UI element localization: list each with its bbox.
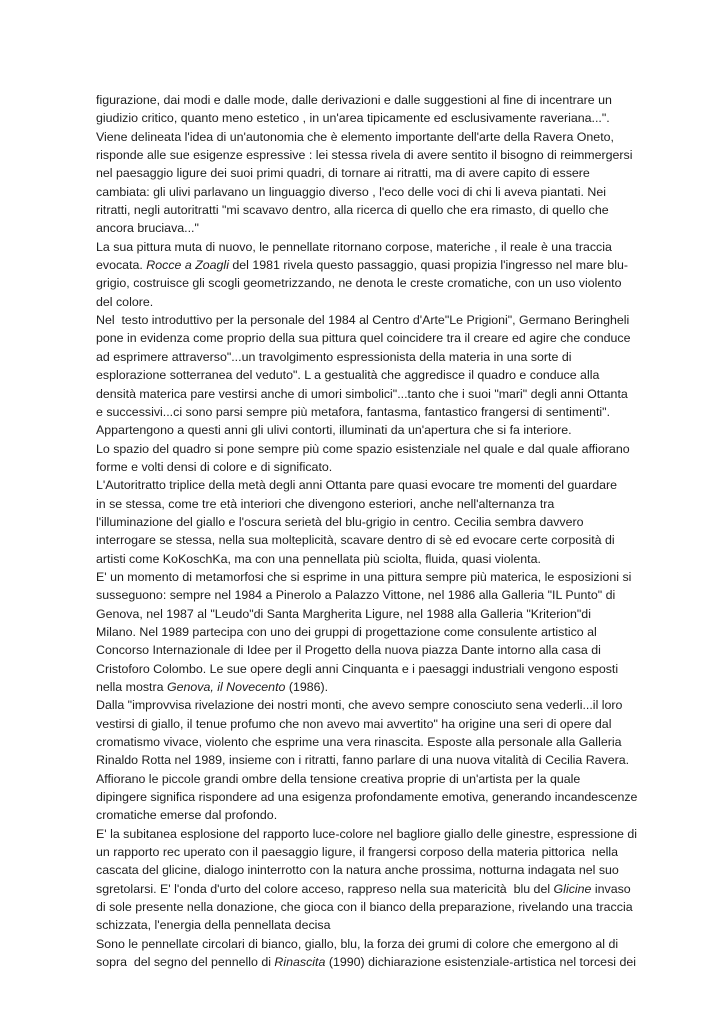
text-line: in se stessa, come tre età interiori che divengono esteriori, anche nell'alternanza tra [96, 496, 555, 511]
text-line: nel paesaggio ligure dei suoi primi quadri, di tornare ai ritratti, ma di avere capito di essere [96, 166, 590, 181]
text-line: La sua pittura muta di nuovo, le pennellate ritornano corpose, materiche , il reale è una traccia [96, 239, 612, 254]
text-line: grigio, costruisce gli scogli geometrizzando, ne denota le creste cromatiche, con un uso violento [96, 276, 622, 291]
text-line: ritratti, negli autoritratti "mi scavavo dentro, alla ricerca di quello che era rimasto, di quello che [96, 203, 609, 218]
text-line: ancora bruciava..." [96, 221, 199, 236]
text-line: Appartengono a questi anni gli ulivi contorti, illuminati da un'apertura che si fa interiore. [96, 423, 572, 438]
artwork-title: Glicine [553, 881, 592, 896]
exhibition-title: Genova, il Novecento [166, 680, 286, 694]
text-line: cambiata: gli ulivi parlavano un linguaggio diverso , l'eco delle voci di chi li aveva piantati. Nei [96, 184, 606, 199]
text-line: figurazione, dai modi e dalle mode, dalle derivazioni e dalle suggestioni al fine di incentrare un [96, 93, 612, 107]
body-text [96, 91, 656, 972]
artwork-title: Rocce a Zoagli [146, 258, 229, 273]
text-line: Sono le pennellate circolari di bianco, giallo, blu, la forza dei grumi di colore che emergono al di [96, 936, 619, 951]
text-line: del colore. [96, 294, 154, 309]
text-line: forme e volti densi di colore e di significato. [96, 459, 333, 474]
text-line: Cristoforo Colombo. Le sue opere degli anni Cinquanta e i paesaggi industriali vengono esposti [96, 661, 619, 676]
text-line: E' un momento di metamorfosi che si esprime in una pittura sempre più materica, le esposizioni si [96, 569, 632, 584]
text-line: ad esprimere attraverso"...un travolgimento espressionista della materia in una sorte di [96, 349, 572, 364]
text-line: sgretolarsi. E' l'onda d'urto del colore acceso, rappreso nella sua matericità blu del Glicine invaso [96, 881, 631, 896]
text-line: Milano. Nel 1989 partecipa con uno dei gruppi di progettazione come consulente artistico al [96, 624, 597, 639]
text-line: Rinaldo Rotta nel 1989, insieme con i ritratti, fanno parlare di una nuova vitalità di Cecilia Ravera. [96, 753, 630, 768]
text-line: evocata. Rocce a Zoagli del 1981 rivela questo passaggio, quasi propizia l'ingresso nel mare blu- [96, 258, 629, 273]
text-line: risponde alle sue esigenze espressive : lei stessa rivela di avere sentito il bisogno di reimmergersi [96, 148, 633, 163]
text-line: e successivi...ci sono parsi sempre più metafora, fantasma, fantastico frangersi di sentimenti". [96, 404, 611, 419]
text-line: un rapporto rec uperato con il paesaggio ligure, il frangersi corposo della materia pittorica nella [96, 845, 619, 860]
text-line: Dalla "improvvisa rivelazione dei nostri monti, che avevo sempre conosciuto sena vederli...il loro [96, 698, 623, 713]
text-line: esplorazione sotterranea del veduto". L a gestualità che aggredisce il quadro e conduce alla [96, 368, 600, 383]
text-line: Concorso Internazionale di Idee per il Progetto della nuova piazza Dante intorno alla casa di [96, 643, 601, 658]
text-line: cromatismo vivace, violento che esprime una vera rinascita. Esposte alla personale alla Galleria [96, 735, 622, 750]
text-line: cromatiche emerse dal profondo. [96, 808, 278, 823]
text-line: artisti come KoKoschKa, ma con una pennellata più sciolta, fluida, quasi violenta. [96, 551, 541, 566]
text-line: Nel testo introduttivo per la personale del 1984 al Centro d'Arte"Le Prigioni", Germano Beringheli [96, 313, 630, 328]
text-line: Genova, nel 1987 al "Leudo"di Santa Margherita Ligure, nel 1988 alla Galleria "Kriterion"di [96, 606, 591, 621]
text-line: pone in evidenza come proprio della sua pittura quel coincidere tra il creare ed agire che conduce [96, 331, 631, 346]
text-line: Affiorano le piccole grandi ombre della tensione creativa proprie di un'artista per la quale [96, 771, 581, 786]
text-line: Viene delineata l'idea di un'autonomia che è elemento importante dell'arte della Ravera Oneto, [96, 129, 614, 144]
text-line: Lo spazio del quadro si pone sempre più come spazio esistenziale nel quale e dal quale affiorano [96, 441, 630, 456]
text-line: L'Autoritratto triplice della metà degli anni Ottanta pare quasi evocare tre momenti del guardare [96, 478, 617, 493]
text-line: susseguono: sempre nel 1984 a Pinerolo a Palazzo Vittone, nel 1986 alla Galleria "IL Punto" di [96, 588, 616, 603]
text-line: cascata del glicine, dialogo ininterrotto con la natura anche prossima, notturna indagata nel suo [96, 863, 619, 878]
text-line: interrogare se stessa, nella sua molteplicità, scavare dentro di sè ed evocare certe corposità di [96, 533, 615, 548]
text-line: l'illuminazione del giallo e l'oscura serietà del blu-grigio in centro. Cecilia sembra davvero [96, 514, 584, 529]
text-line: sopra del segno del pennello di Rinascita (1990) dichiarazione esistenziale-artistica nel torcesi dei [96, 955, 636, 970]
text-line: densità materica pare vestirsi anche di umori simbolici"...tanto che i suoi "mari" degli anni Ottanta [96, 386, 628, 401]
text-line: schizzata, l'energia della pennellata decisa [96, 918, 331, 933]
text-line: giudizio critico, quanto meno estetico , in un'area tipicamente ed esclusivamente raveriana...". [96, 111, 610, 126]
text-line: nella mostra Genova, il Novecento (1986). [96, 680, 329, 694]
text-line: E' la subitanea esplosione del rapporto luce-colore nel bagliore giallo delle ginestre, espressione di [96, 826, 638, 841]
artwork-title: Rinascita [274, 955, 326, 970]
text-line: di sole presente nella donazione, che gioca con il bianco della preparazione, rivelando una traccia [96, 900, 633, 915]
text-line: vestirsi di giallo, il tenue profumo che non avevo mai avvertito" ha origine una seri di opere dal [96, 716, 612, 731]
text-line: dipingere significa rispondere ad una esigenza profondamente emotiva, generando incandescenze [96, 790, 638, 805]
